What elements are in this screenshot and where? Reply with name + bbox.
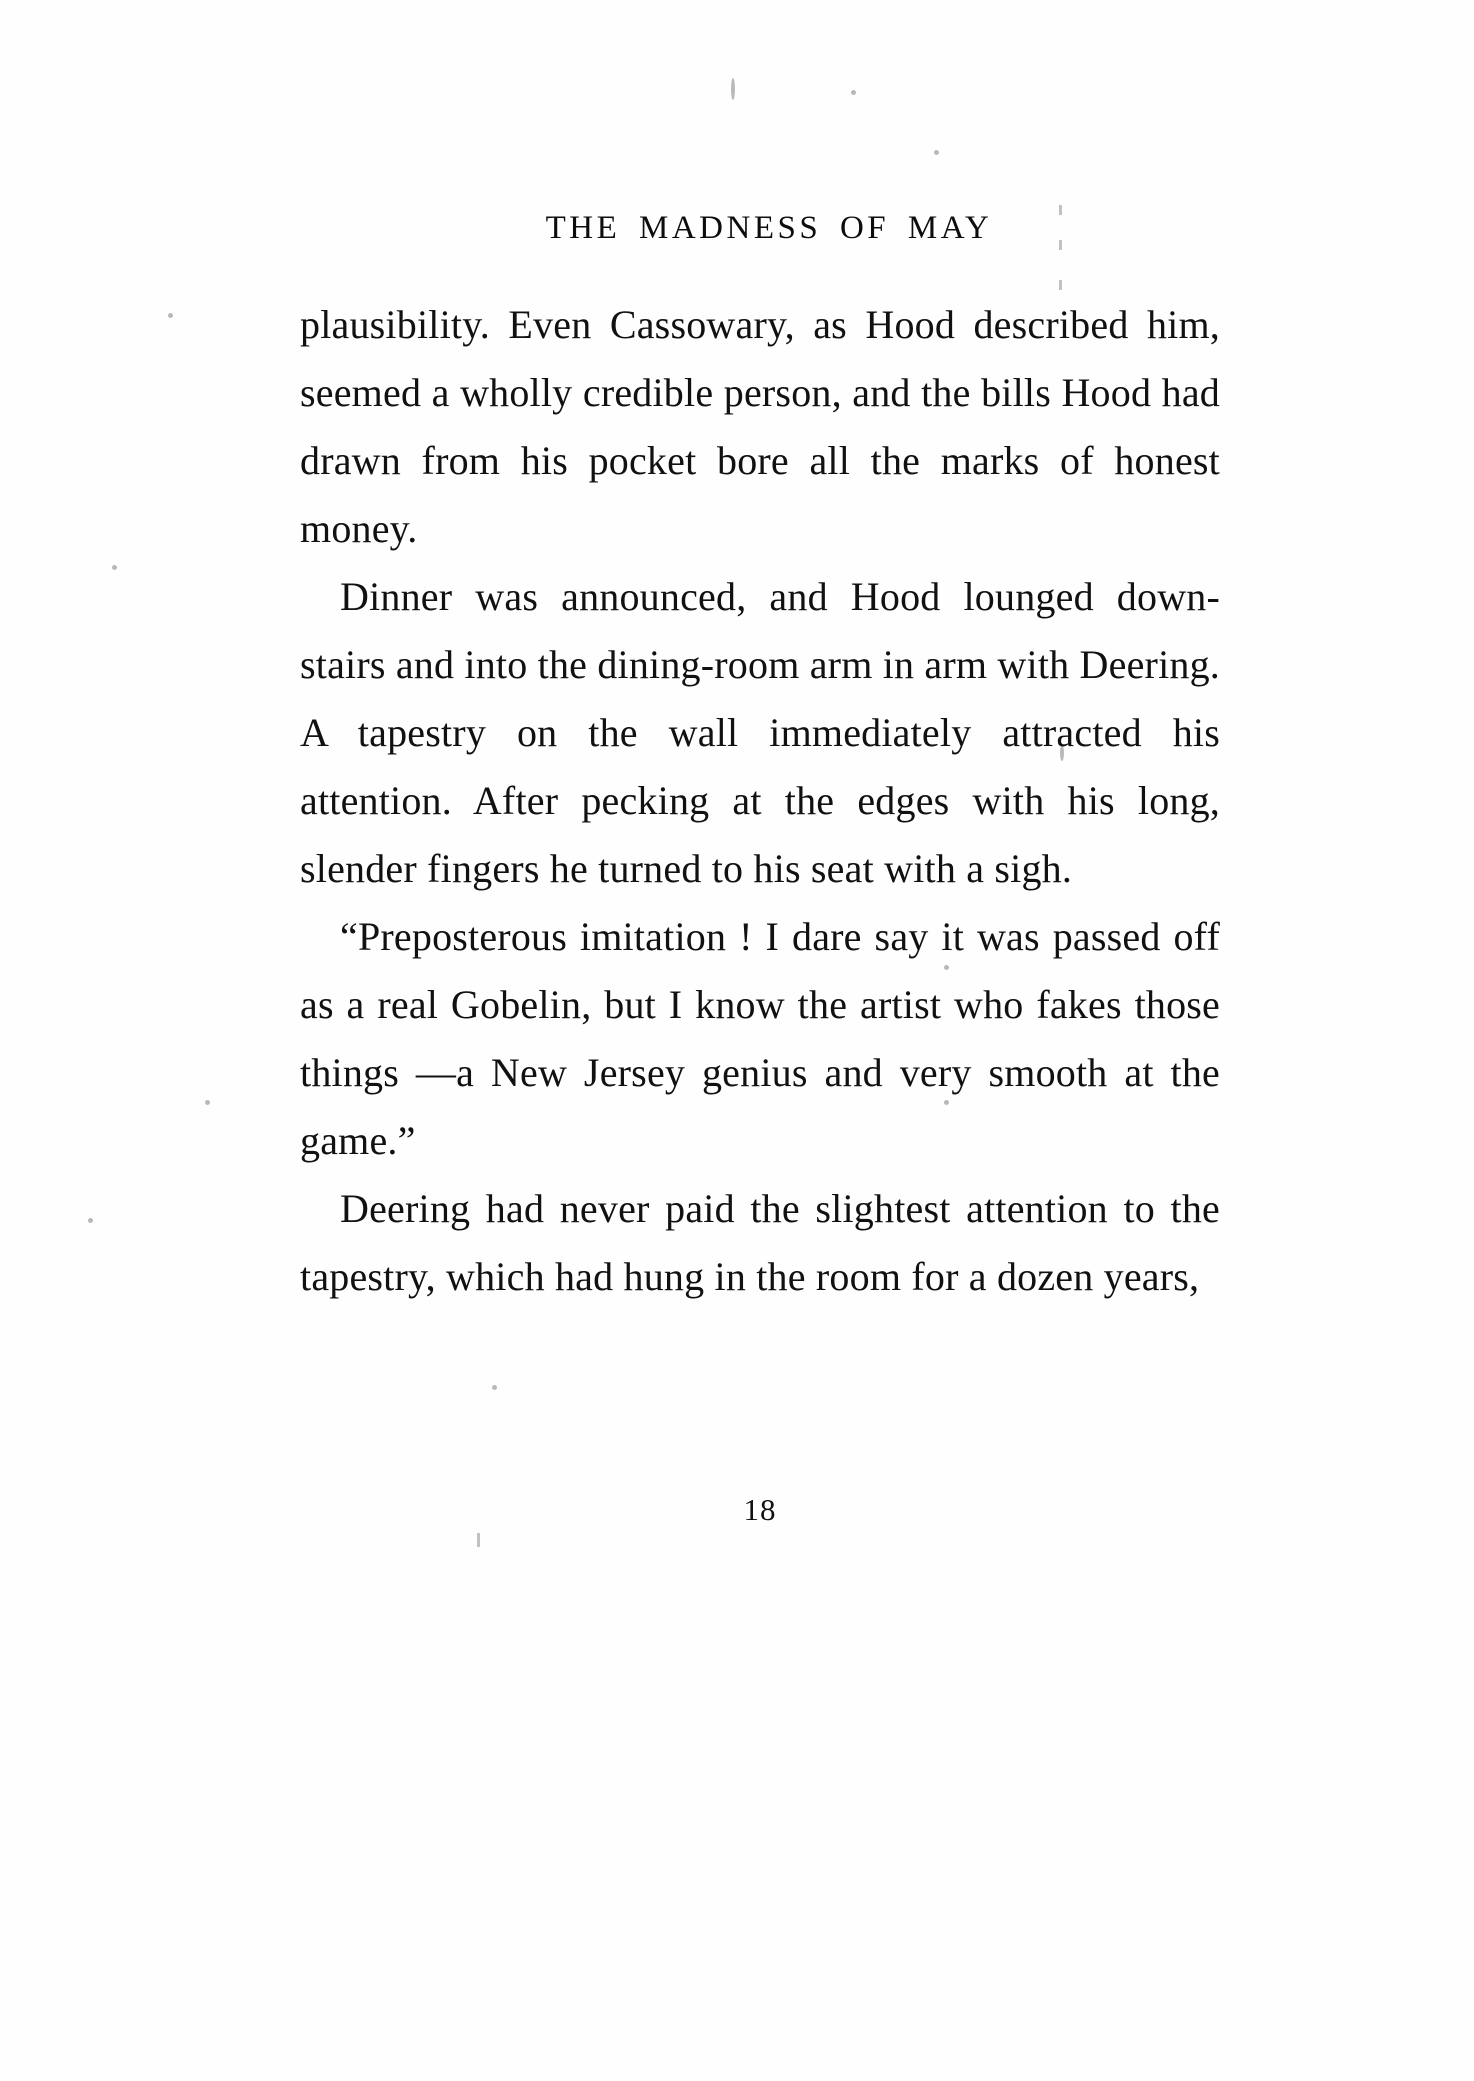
paragraph: plausibility. Even Cassowary, as Hood described him, seemed a wholly credible person, and the bills Hood had drawn from his pocket bore all the marks of honest money. [300,302,1220,551]
scan-speck [477,1533,480,1547]
scan-speck [731,78,735,100]
scan-speck [112,565,117,570]
scan-speck [492,1385,497,1390]
paragraph: Dinner was announced, and Hood lounged down-stairs and into the dining-room arm in arm with Deering. A tapestry on the wall immediately attracted his attention. After pecking at the edges with his long, slender fingers he turned to his seat with a sigh. [300,574,1220,891]
paragraph: Deering had never paid the slightest attention to the tapestry, which had hung in the room for a dozen years, [300,1186,1220,1299]
scan-speck [88,1218,93,1223]
page-text-block [300,210,1220,1527]
paragraph: “Preposterous imitation ! I dare say it was passed off as a real Gobelin, but I know the artist who fakes those things —a New Jersey genius and very smooth at the game.” [300,914,1220,1163]
scan-speck [851,90,856,95]
scan-speck [168,313,173,318]
page-number: 18 [743,1492,777,1527]
scan-speck [205,1100,210,1105]
running-head: THE MADNESS OF MAY [545,210,993,246]
scan-speck [934,150,939,155]
